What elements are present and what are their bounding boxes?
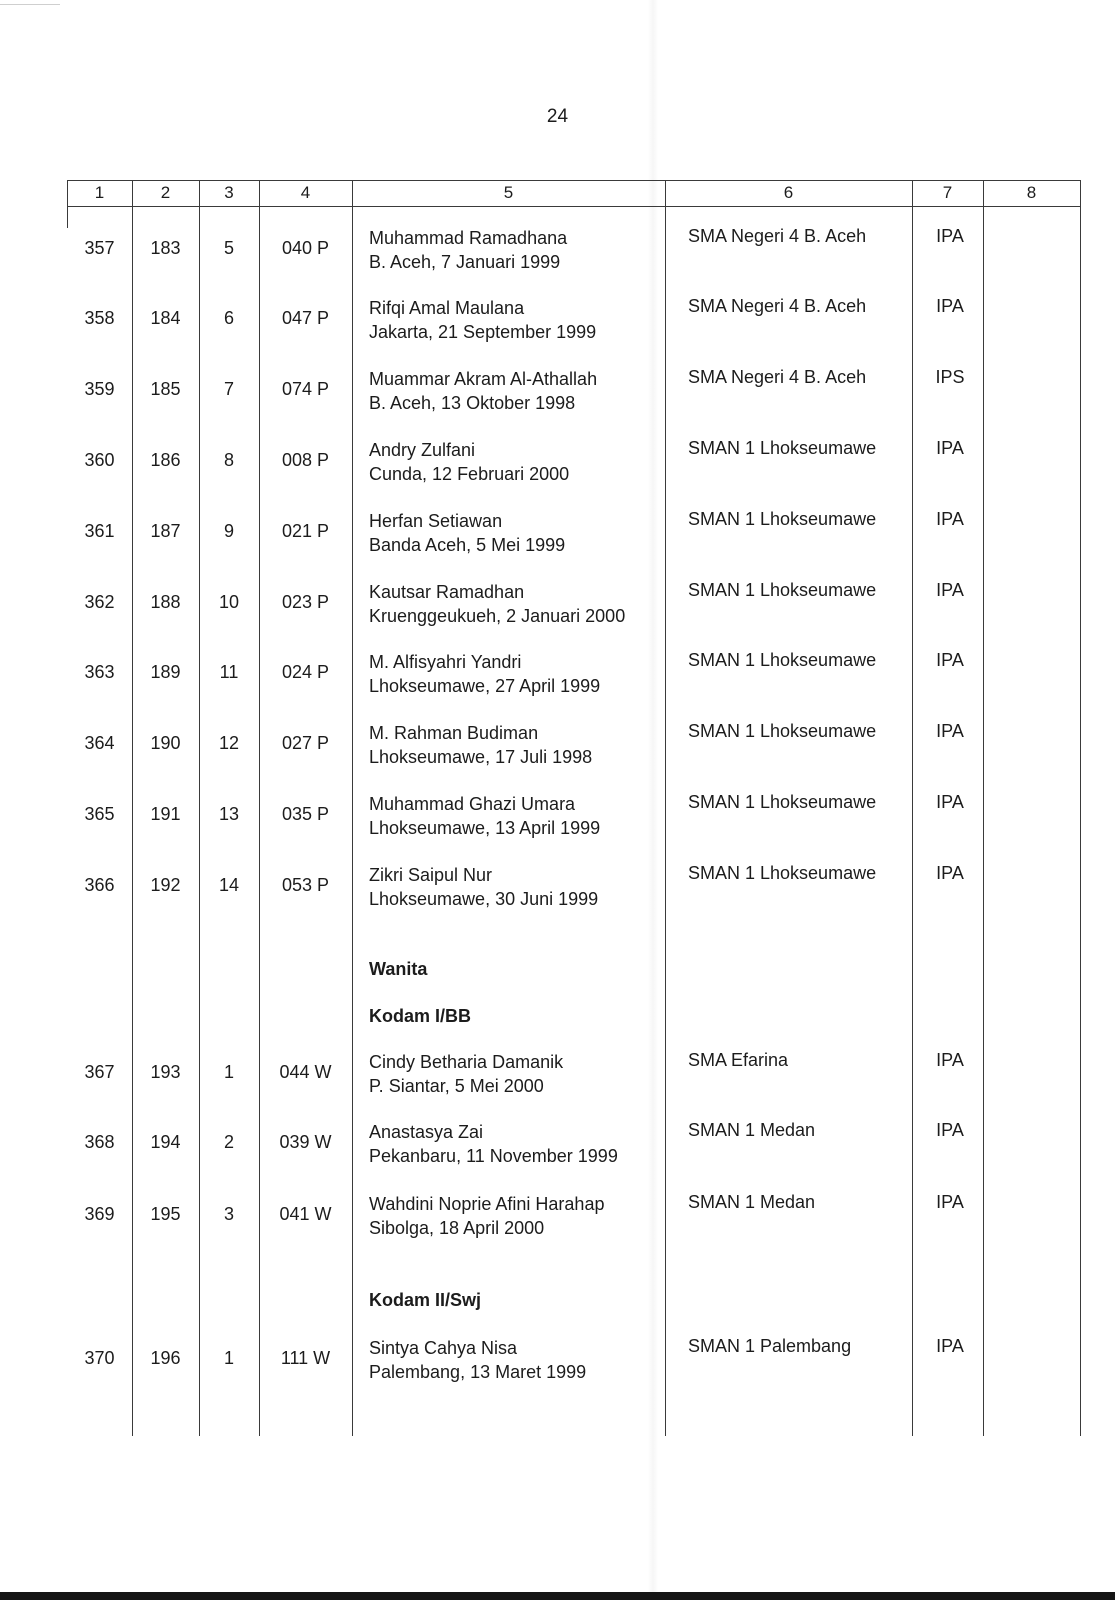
cell-number: 358 (84, 308, 115, 328)
cell-birth: Sibolga, 18 April 2000 (369, 1218, 545, 1238)
cell-major: IPS (935, 367, 965, 387)
cell-group-index: 3 (223, 1204, 234, 1224)
cell-school: SMA Negeri 4 B. Aceh (688, 226, 867, 246)
cell-birth: Cunda, 12 Februari 2000 (369, 464, 570, 484)
cell-name-birth (369, 438, 569, 486)
cell-sequence: 190 (150, 733, 181, 753)
cell-birth: Pekanbaru, 11 November 1999 (369, 1146, 618, 1166)
cell-name-birth (369, 1050, 563, 1098)
header-col-6: 6 (783, 183, 794, 202)
cell-number: 360 (84, 450, 115, 470)
cell-school: SMAN 1 Palembang (688, 1336, 852, 1356)
cell-school: SMAN 1 Medan (688, 1120, 816, 1140)
cell-sequence: 183 (150, 238, 181, 258)
cell-major: IPA (936, 580, 964, 600)
cell-number: 362 (84, 592, 115, 612)
cell-code: 021 P (281, 521, 330, 541)
scan-edge-line (0, 4, 60, 5)
cell-name-birth (369, 1192, 604, 1240)
cell-code: 111 W (280, 1348, 331, 1368)
section-heading-kodam-1: Kodam I/BB (369, 1006, 472, 1026)
cell-name-birth (369, 367, 597, 415)
cell-group-index: 8 (223, 450, 234, 470)
cell-group-index: 2 (223, 1132, 234, 1152)
cell-group-index: 6 (223, 308, 234, 328)
cell-number: 364 (84, 733, 115, 753)
cell-group-index: 12 (218, 733, 240, 753)
cell-group-index: 14 (218, 875, 240, 895)
header-col-3: 3 (224, 183, 234, 202)
cell-code: 044 W (279, 1062, 332, 1082)
header-col-5: 5 (503, 183, 514, 202)
cell-school: SMA Efarina (688, 1050, 789, 1070)
cell-birth: Lhokseumawe, 30 Juni 1999 (369, 889, 599, 909)
cell-birth: Jakarta, 21 September 1999 (369, 322, 597, 342)
cell-school: SMAN 1 Medan (688, 1192, 816, 1212)
cell-major: IPA (936, 792, 964, 812)
cell-code: 053 P (281, 875, 330, 895)
cell-school: SMAN 1 Lhokseumawe (688, 863, 877, 883)
participant-table (67, 180, 1081, 1436)
cell-school: SMAN 1 Lhokseumawe (688, 721, 877, 741)
cell-name: Rifqi Amal Maulana (369, 298, 525, 318)
cell-group-index: 5 (223, 238, 234, 258)
cell-code: 024 P (281, 662, 330, 682)
cell-name-birth (369, 226, 567, 274)
cell-sequence: 186 (150, 450, 181, 470)
table-row (67, 1050, 1081, 1110)
cell-group-index: 9 (223, 521, 234, 541)
cell-name-birth (369, 1336, 586, 1384)
cell-sequence: 195 (150, 1204, 181, 1224)
table-row (67, 296, 1081, 356)
cell-school: SMAN 1 Lhokseumawe (688, 509, 877, 529)
cell-name: Sintya Cahya Nisa (369, 1338, 518, 1358)
table-row (67, 1336, 1081, 1396)
cell-name-birth (369, 863, 598, 911)
header-col-8: 8 (1026, 183, 1037, 202)
cell-number: 366 (84, 875, 115, 895)
cell-name: Zikri Saipul Nur (369, 865, 493, 885)
cell-code: 023 P (281, 592, 330, 612)
cell-birth: Lhokseumawe, 13 April 1999 (369, 818, 601, 838)
cell-number: 363 (84, 662, 115, 682)
table-row (67, 1192, 1081, 1252)
cell-code: 027 P (281, 733, 330, 753)
cell-school: SMA Negeri 4 B. Aceh (688, 367, 867, 387)
cell-birth: B. Aceh, 13 Oktober 1998 (369, 393, 576, 413)
cell-number: 369 (84, 1204, 115, 1224)
cell-name: M. Alfisyahri Yandri (369, 652, 522, 672)
cell-name: Muhammad Ghazi Umara (369, 794, 576, 814)
cell-group-index: 10 (218, 592, 240, 612)
cell-major: IPA (936, 721, 964, 741)
cell-group-index: 1 (223, 1348, 234, 1368)
section-heading-wanita: Wanita (369, 959, 428, 979)
cell-birth: P. Siantar, 5 Mei 2000 (369, 1076, 544, 1096)
cell-major: IPA (936, 650, 964, 670)
cell-name: Muammar Akram Al-Athallah (369, 369, 598, 389)
cell-sequence: 184 (150, 308, 181, 328)
cell-name-birth (369, 296, 596, 344)
cell-number: 367 (84, 1062, 115, 1082)
cell-school: SMA Negeri 4 B. Aceh (688, 296, 867, 316)
cell-number: 370 (84, 1348, 115, 1368)
cell-school: SMAN 1 Lhokseumawe (688, 580, 877, 600)
scan-bottom-edge (0, 1592, 1115, 1600)
cell-name: Anastasya Zai (369, 1122, 484, 1142)
cell-number: 368 (84, 1132, 115, 1152)
cell-major: IPA (936, 226, 964, 246)
cell-sequence: 189 (150, 662, 181, 682)
table-row (67, 863, 1081, 923)
page-number: 24 (546, 106, 569, 127)
table-row (67, 721, 1081, 781)
header-col-2: 2 (160, 183, 171, 202)
cell-code: 047 P (281, 308, 330, 328)
cell-name: Muhammad Ramadhana (369, 228, 568, 248)
cell-code: 035 P (281, 804, 330, 824)
cell-code: 008 P (281, 450, 330, 470)
cell-code: 039 W (279, 1132, 332, 1152)
table-row (67, 367, 1081, 427)
cell-major: IPA (936, 1120, 964, 1140)
cell-birth: Palembang, 13 Maret 1999 (369, 1362, 587, 1382)
header-col-4: 4 (300, 183, 311, 202)
cell-birth: Kruenggeukueh, 2 Januari 2000 (369, 606, 626, 626)
cell-name: Herfan Setiawan (369, 511, 503, 531)
cell-sequence: 196 (150, 1348, 181, 1368)
cell-birth: B. Aceh, 7 Januari 1999 (369, 252, 561, 272)
cell-number: 365 (84, 804, 115, 824)
cell-major: IPA (936, 509, 964, 529)
cell-group-index: 11 (219, 662, 239, 682)
cell-major: IPA (936, 1192, 964, 1212)
cell-code: 074 P (281, 379, 330, 399)
cell-sequence: 194 (150, 1132, 181, 1152)
cell-major: IPA (936, 438, 964, 458)
cell-group-index: 7 (223, 379, 234, 399)
cell-number: 357 (84, 238, 115, 258)
cell-name-birth (369, 1120, 618, 1168)
cell-school: SMAN 1 Lhokseumawe (688, 438, 877, 458)
cell-birth: Lhokseumawe, 17 Juli 1998 (369, 747, 593, 767)
cell-name-birth (369, 721, 592, 769)
cell-code: 040 P (281, 238, 330, 258)
table-row (67, 792, 1081, 852)
cell-group-index: 1 (223, 1062, 234, 1082)
cell-number: 361 (84, 521, 115, 541)
cell-name-birth (369, 650, 600, 698)
cell-school: SMAN 1 Lhokseumawe (688, 792, 877, 812)
cell-name: Wahdini Noprie Afini Harahap (369, 1194, 605, 1214)
cell-sequence: 193 (150, 1062, 181, 1082)
cell-sequence: 187 (150, 521, 181, 541)
cell-sequence: 188 (150, 592, 181, 612)
table-row (67, 226, 1081, 286)
cell-group-index: 13 (218, 804, 240, 824)
cell-major: IPA (936, 296, 964, 316)
cell-birth: Lhokseumawe, 27 April 1999 (369, 676, 601, 696)
cell-code: 041 W (279, 1204, 332, 1224)
table-row (67, 438, 1081, 498)
table-row (67, 509, 1081, 569)
cell-name-birth (369, 792, 600, 840)
section-heading-kodam-2: Kodam II/Swj (369, 1290, 482, 1310)
cell-name: Kautsar Ramadhan (369, 582, 525, 602)
header-col-7: 7 (942, 183, 953, 202)
cell-sequence: 185 (150, 379, 181, 399)
cell-name: Cindy Betharia Damanik (369, 1052, 564, 1072)
cell-name: M. Rahman Budiman (369, 723, 539, 743)
cell-sequence: 191 (150, 804, 181, 824)
cell-sequence: 192 (150, 875, 181, 895)
cell-major: IPA (936, 1336, 964, 1356)
cell-major: IPA (936, 1050, 964, 1070)
header-col-1: 1 (94, 183, 105, 202)
table-row (67, 580, 1081, 640)
cell-name: Andry Zulfani (369, 440, 476, 460)
cell-birth: Banda Aceh, 5 Mei 1999 (369, 535, 566, 555)
table-row (67, 650, 1081, 710)
table-row (67, 1120, 1081, 1180)
cell-school: SMAN 1 Lhokseumawe (688, 650, 877, 670)
cell-name-birth (369, 580, 625, 628)
header-bottom-border (67, 206, 1081, 207)
cell-major: IPA (936, 863, 964, 883)
cell-number: 359 (84, 379, 115, 399)
cell-name-birth (369, 509, 565, 557)
